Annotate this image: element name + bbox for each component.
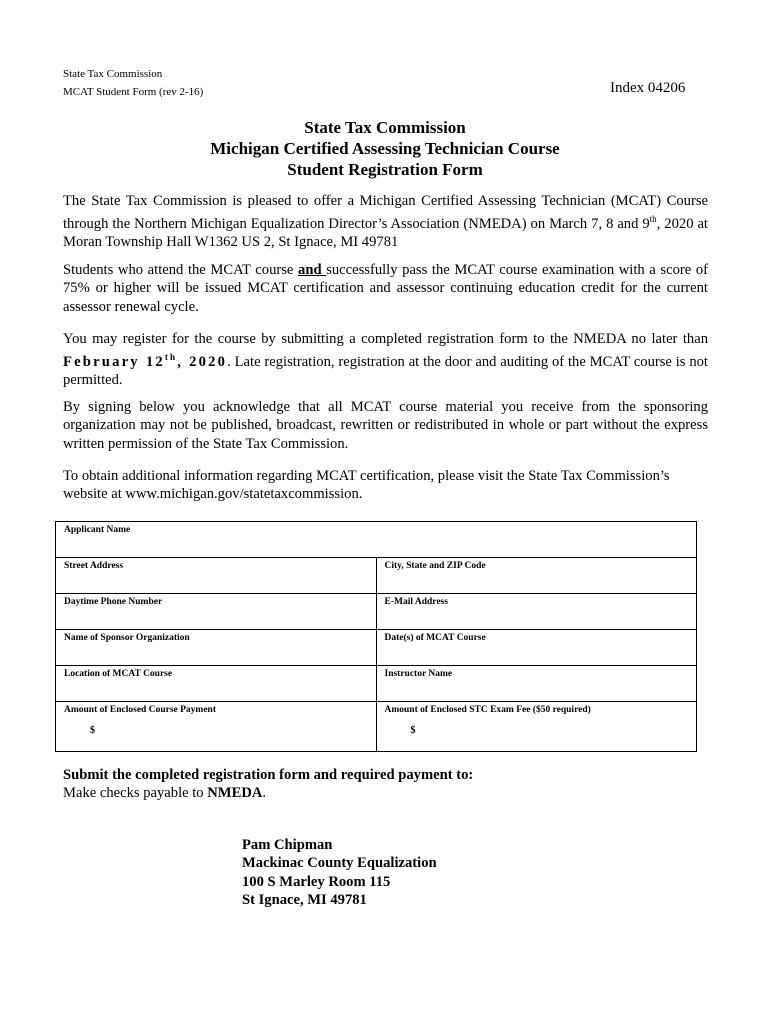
course-dates-label: Date(s) of MCAT Course — [384, 633, 486, 643]
index-number: Index 04206 — [610, 80, 686, 96]
sponsor-org-field[interactable] — [56, 630, 377, 666]
street-address-field[interactable] — [56, 558, 377, 594]
exam-fee-dollar: $ — [410, 725, 416, 736]
title-course: Michigan Certified Assessing Technician Course — [210, 139, 560, 158]
city-state-zip-label: City, State and ZIP Code — [384, 561, 486, 571]
form-id: MCAT Student Form (rev 2-16) — [63, 86, 204, 98]
intro-text: The State Tax Commission is pleased to offer a Michigan Certified Assessing Technician (MCAT) Course through the Northern Michigan Equalization Director’s Association (NMEDA) on March 7, 8 and 9 — [63, 193, 708, 233]
acknowledgement-paragraph: By signing below you acknowledge that all MCAT course material you receive from the sponsoring organization may not be published, broadcast, rewritten or redistributed in whole or part without the express written permission of the State Tax Commission. — [63, 399, 708, 452]
course-dates-field[interactable] — [376, 630, 697, 666]
address-name: Pam Chipman — [242, 837, 333, 853]
reg-text-start: You may register for the course by submitting a completed registration form to the NMEDA no later than — [63, 331, 708, 347]
submit-heading: Submit the completed registration form and required payment to: — [63, 767, 474, 783]
applicant-name-field[interactable] — [56, 522, 697, 558]
registration-paragraph — [63, 330, 708, 390]
cert-text-end: successfully pass the MCAT course examination with a score of 75% or higher will be issued MCAT certification and assessor continuing education credit for the current assessor renewal cycle. — [63, 262, 708, 315]
deadline-year: , 2020 — [177, 354, 228, 371]
course-payment-field[interactable] — [56, 702, 377, 752]
email-field[interactable] — [376, 594, 697, 630]
checks-period: . — [262, 785, 267, 801]
course-payment-label: Amount of Enclosed Course Payment — [64, 705, 216, 715]
city-state-zip-field[interactable] — [376, 558, 697, 594]
checks-prefix: Make checks payable to — [63, 785, 208, 801]
daytime-phone-field[interactable] — [56, 594, 377, 630]
instructor-label: Instructor Name — [384, 669, 453, 679]
address-org: Mackinac County Equalization — [242, 855, 437, 871]
exam-fee-field[interactable] — [376, 702, 697, 752]
ordinal-suffix: th — [649, 214, 657, 225]
course-location-label: Location of MCAT Course — [64, 669, 173, 679]
instructor-field[interactable] — [376, 666, 697, 702]
info-paragraph: To obtain additional information regarding MCAT certification, please visit the State Tax Commission’s website at www.michigan.gov/statetaxcommission. — [63, 468, 670, 503]
cert-emphasis: and — [298, 262, 327, 278]
address-city: St Ignace, MI 49781 — [242, 892, 367, 908]
reg-text-end: . Late registration, registration at the door and auditing of the MCAT course is not permitted. — [63, 354, 708, 389]
deadline-date: February 12 — [63, 354, 165, 371]
address-street: 100 S Marley Room 115 — [242, 874, 391, 890]
email-label: E-Mail Address — [384, 597, 448, 607]
course-location-field[interactable] — [56, 666, 377, 702]
course-payment-dollar: $ — [90, 725, 95, 736]
applicant-name-label: Applicant Name — [64, 525, 131, 535]
certification-paragraph — [63, 261, 708, 316]
sponsor-org-label: Name of Sponsor Organization — [64, 633, 190, 643]
agency-header: State Tax Commission — [63, 68, 163, 80]
intro-location: , 2020 at Moran Township Hall W1362 US 2, St Ignace, MI 49781 — [63, 216, 708, 251]
title-agency: State Tax Commission — [304, 118, 466, 137]
deadline-suffix: th — [164, 352, 178, 363]
street-address-label: Street Address — [64, 561, 124, 571]
intro-paragraph — [63, 192, 708, 252]
cert-text-start: Students who attend the MCAT course — [63, 262, 299, 278]
payee: NMEDA — [207, 785, 263, 801]
exam-fee-label: Amount of Enclosed STC Exam Fee ($50 required) — [384, 705, 591, 715]
title-form: Student Registration Form — [287, 160, 483, 179]
daytime-phone-label: Daytime Phone Number — [64, 597, 163, 607]
checks-payable-line — [63, 784, 266, 802]
registration-table — [55, 521, 697, 752]
